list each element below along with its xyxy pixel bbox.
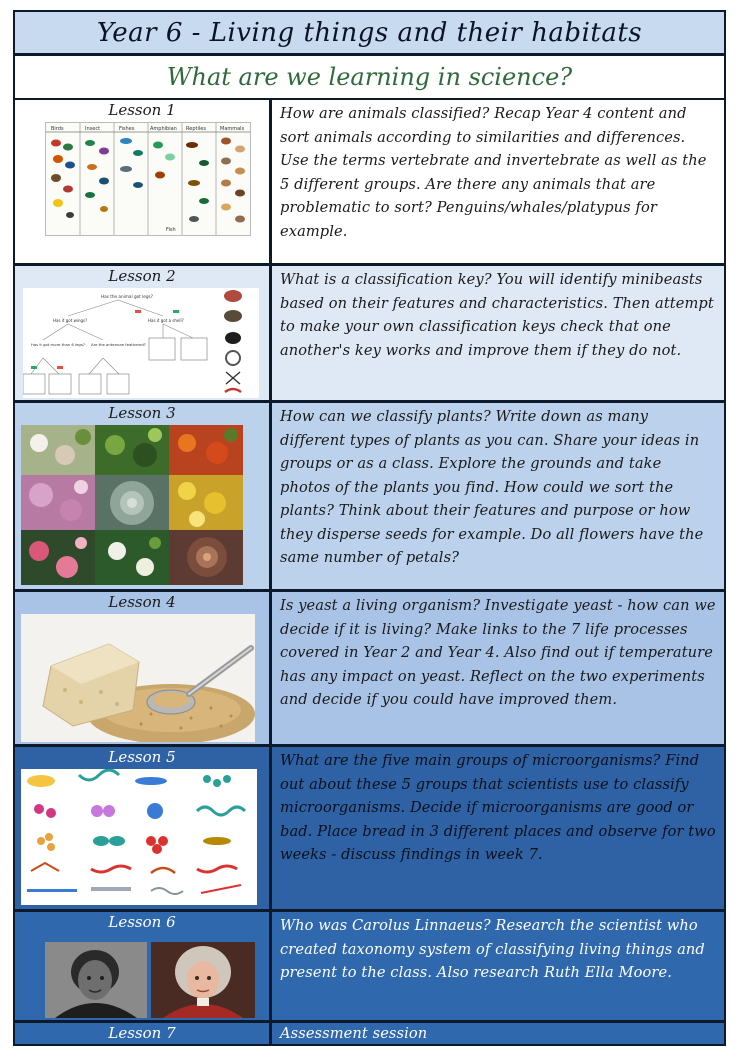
lesson-5-label: Lesson 5 xyxy=(108,748,176,766)
lesson-3-description: How can we classify plants? Write down as many different types of plants as you can. Share your ideas in groups or as a class. Explore the grounds and take photos of the plants you find. How could we sort the plants? Think about their features and purpose or how they disperse seeds for example. Do all flowers have the same number of petals? xyxy=(272,403,724,589)
minibeast-pictures xyxy=(224,290,242,392)
portrait-left-graphic xyxy=(45,942,147,1018)
yeast-photo xyxy=(21,614,255,742)
microorganisms-graphic xyxy=(21,769,257,905)
yeast-graphic xyxy=(21,614,255,742)
lesson-row-4 xyxy=(15,592,724,744)
table-heading: Fishes xyxy=(119,126,135,132)
lesson-3-image-cell xyxy=(15,403,269,589)
lesson-7-label-cell xyxy=(15,1023,269,1044)
lesson-5-image-cell xyxy=(15,747,269,909)
bird-animals xyxy=(51,140,75,219)
ruth-ella-moore-portrait xyxy=(45,942,147,1018)
microorganisms-chart-image xyxy=(21,769,257,905)
lesson-1-image-cell xyxy=(15,100,269,263)
classification-key-image xyxy=(23,288,259,398)
page-subtitle: What are we learning in science? xyxy=(15,56,724,98)
lesson-2-image-cell xyxy=(15,266,269,400)
lesson-row-5 xyxy=(15,747,724,909)
table-heading: Birds xyxy=(51,126,64,132)
lesson-row-2 xyxy=(15,266,724,400)
table-heading: Amphibian xyxy=(150,126,177,132)
lesson-1-description: How are animals classified? Recap Year 4 content and sort animals according to similarities and differences. Use the terms vertebrate and invertebrate as well as the 5 different groups. Are there any animals that are problematic to sort? Penguins/whales/platypus for example. xyxy=(272,100,724,263)
lesson-1-label: Lesson 1 xyxy=(108,101,176,119)
learning-sheet xyxy=(13,10,726,1046)
animal-sorting-table-graphic xyxy=(46,123,250,235)
key-question: Has the animal got legs? xyxy=(101,294,153,299)
key-question: Has it got more than 6 legs? xyxy=(31,342,85,347)
lesson-row-1 xyxy=(15,100,724,263)
lesson-4-image-cell xyxy=(15,592,269,744)
page-title: Year 6 - Living things and their habitats xyxy=(15,12,724,53)
lesson-6-label: Lesson 6 xyxy=(108,913,176,931)
key-question: Has it got wings? xyxy=(53,318,88,323)
table-footer-label: Fish xyxy=(166,227,176,233)
microbe-row-5 xyxy=(27,885,241,894)
lesson-7-label: Lesson 7 xyxy=(108,1024,176,1042)
fish-animals xyxy=(120,138,143,188)
classification-key-graphic xyxy=(23,288,259,398)
lesson-row-6 xyxy=(15,912,724,1020)
table-heading: Mammals xyxy=(220,126,245,132)
carolus-linnaeus-portrait xyxy=(151,942,255,1018)
microbe-row-4 xyxy=(31,863,237,873)
microbe-row-3 xyxy=(37,833,231,854)
plant-collage-image xyxy=(21,425,243,585)
plant-collage-graphic xyxy=(21,425,243,585)
key-question: Are the antennae feathered? xyxy=(91,342,146,347)
lesson-row-3 xyxy=(15,403,724,589)
lesson-row-7 xyxy=(15,1023,724,1044)
key-question: Has it got a shell? xyxy=(148,318,184,323)
lesson-6-image-cell xyxy=(15,912,269,1020)
portrait-right-graphic xyxy=(151,942,255,1018)
lesson-5-description: What are the five main groups of microorganisms? Find out about these 5 groups that scientists use to classify microorganisms. Decide if microorganisms are good or bad. Place bread in 3 different places and observe for two weeks - discuss findings in week 7. xyxy=(272,747,724,909)
lesson-2-label: Lesson 2 xyxy=(108,267,176,285)
microbe-row-1 xyxy=(27,770,231,787)
amphibian-animals xyxy=(153,142,175,179)
lesson-6-description: Who was Carolus Linnaeus? Research the scientist who created taxonomy system of classifying living things and present to the class. Also research Ruth Ella Moore. xyxy=(272,912,724,1020)
reptile-animals xyxy=(186,142,209,222)
mammal-animals xyxy=(221,138,245,223)
table-heading: Reptiles xyxy=(186,126,206,132)
microbe-row-2 xyxy=(34,803,245,819)
table-heading: Insect xyxy=(85,126,101,132)
lesson-2-description: What is a classification key? You will identify minibeasts based on their features and characteristics. Then attempt to make your own classification keys check that one another's key works and improve them if they do not. xyxy=(272,266,724,400)
lesson-4-label: Lesson 4 xyxy=(108,593,176,611)
animal-sorting-table-image xyxy=(45,122,251,236)
lesson-7-description: Assessment session xyxy=(272,1023,724,1044)
lesson-4-description: Is yeast a living organism? Investigate yeast - how can we decide if it is living? Make links to the 7 life processes covered in Year 2 and Year 4. Also find out if temperature has any impact on yeast. Reflect on the two experiments and decide if you could have improved them. xyxy=(272,592,724,744)
insect-animals xyxy=(85,140,109,212)
lesson-3-label: Lesson 3 xyxy=(108,404,176,422)
